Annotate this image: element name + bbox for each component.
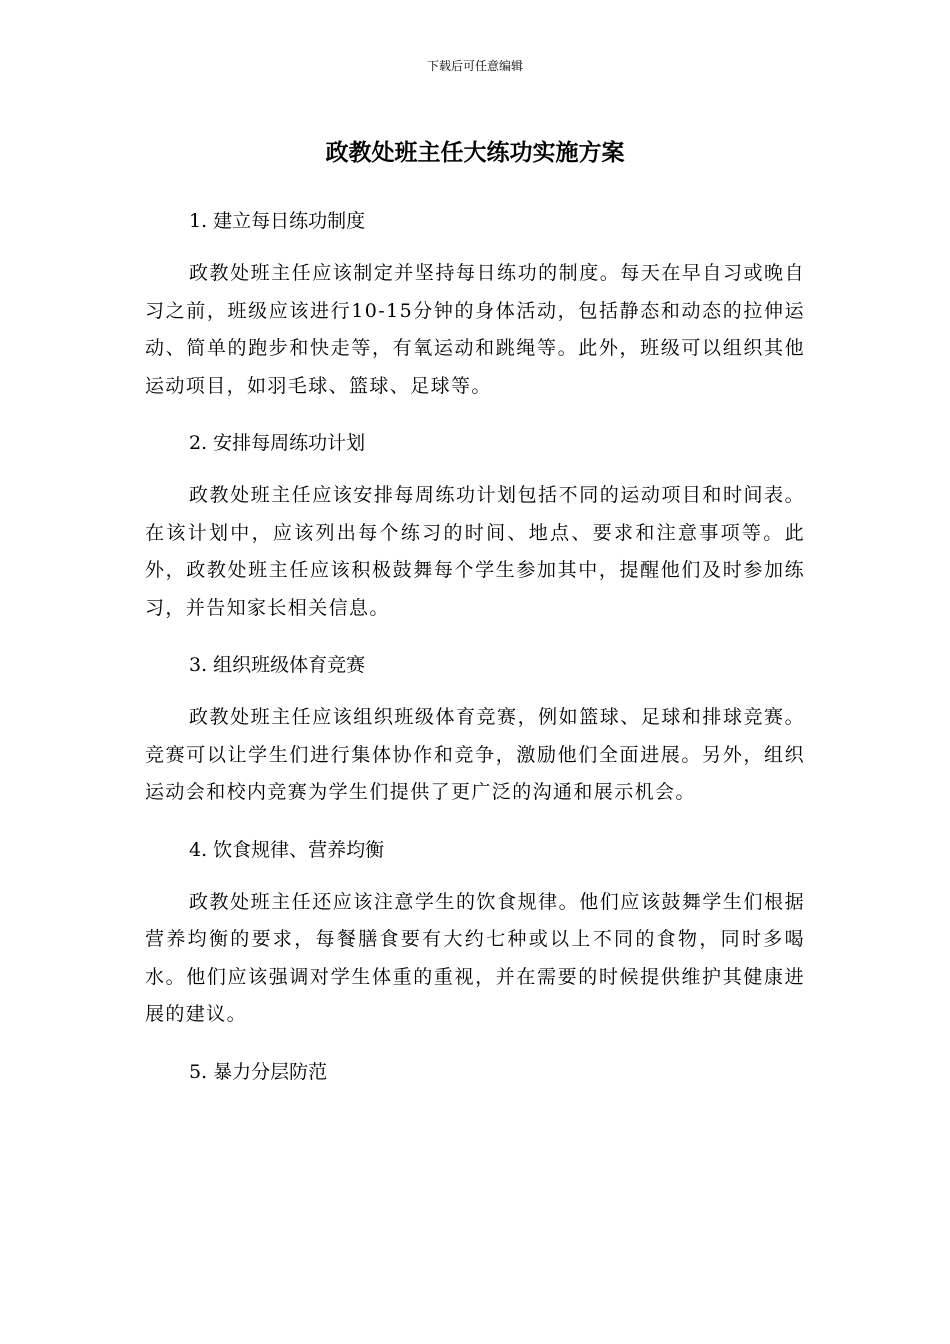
section-2 bbox=[145, 425, 805, 627]
section-1 bbox=[145, 203, 805, 405]
section-heading: 3. 组织班级体育竞赛 bbox=[189, 654, 366, 676]
section-heading: 2. 安排每周练功计划 bbox=[189, 432, 366, 454]
section-heading: 4. 饮食规律、营养均衡 bbox=[189, 838, 385, 861]
document-title: 政教处班主任大练功实施方案 bbox=[325, 140, 625, 166]
section-4 bbox=[145, 832, 805, 1034]
section-paragraph: 政教处班主任应该组织班级体育竞赛，例如篮球、足球和排球竞赛。竞赛可以让学生们进行集体协作和竞争，激励他们全面进展。另外，组织运动会和校内竞赛为学生们提供了更广泛的沟通和展示机会。 bbox=[145, 706, 805, 803]
header-note: 下载后可任意编辑 bbox=[426, 59, 523, 73]
section-heading: 1. 建立每日练功制度 bbox=[189, 210, 366, 232]
section-paragraph: 政教处班主任应该制定并坚持每日练功的制度。每天在早自习或晚自习之前，班级应该进行10-15分钟的身体活动，包括静态和动态的拉伸运动、简单的跑步和快走等，有氧运动和跳绳等。此外，班级可以组织其他运动项目，如羽毛球、篮球、足球等。 bbox=[145, 262, 805, 397]
section-5 bbox=[145, 1054, 805, 1090]
section-paragraph: 政教处班主任应该安排每周练功计划包括不同的运动项目和时间表。在该计划中，应该列出每个练习的时间、地点、要求和注意事项等。此外，政教处班主任应该积极鼓舞每个学生参加其中，提醒他们及时参加练习，并告知家长相关信息。 bbox=[145, 484, 805, 619]
section-paragraph: 政教处班主任还应该注意学生的饮食规律。他们应该鼓舞学生们根据营养均衡的要求，每餐膳食要有大约七种或以上不同的食物，同时多喝水。他们应该强调对学生体重的重视，并在需要的时候提供维护其健康进展的建议。 bbox=[145, 890, 805, 1025]
document-body bbox=[145, 203, 805, 1090]
section-heading: 5. 暴力分层防范 bbox=[189, 1060, 328, 1083]
section-3 bbox=[145, 647, 805, 812]
